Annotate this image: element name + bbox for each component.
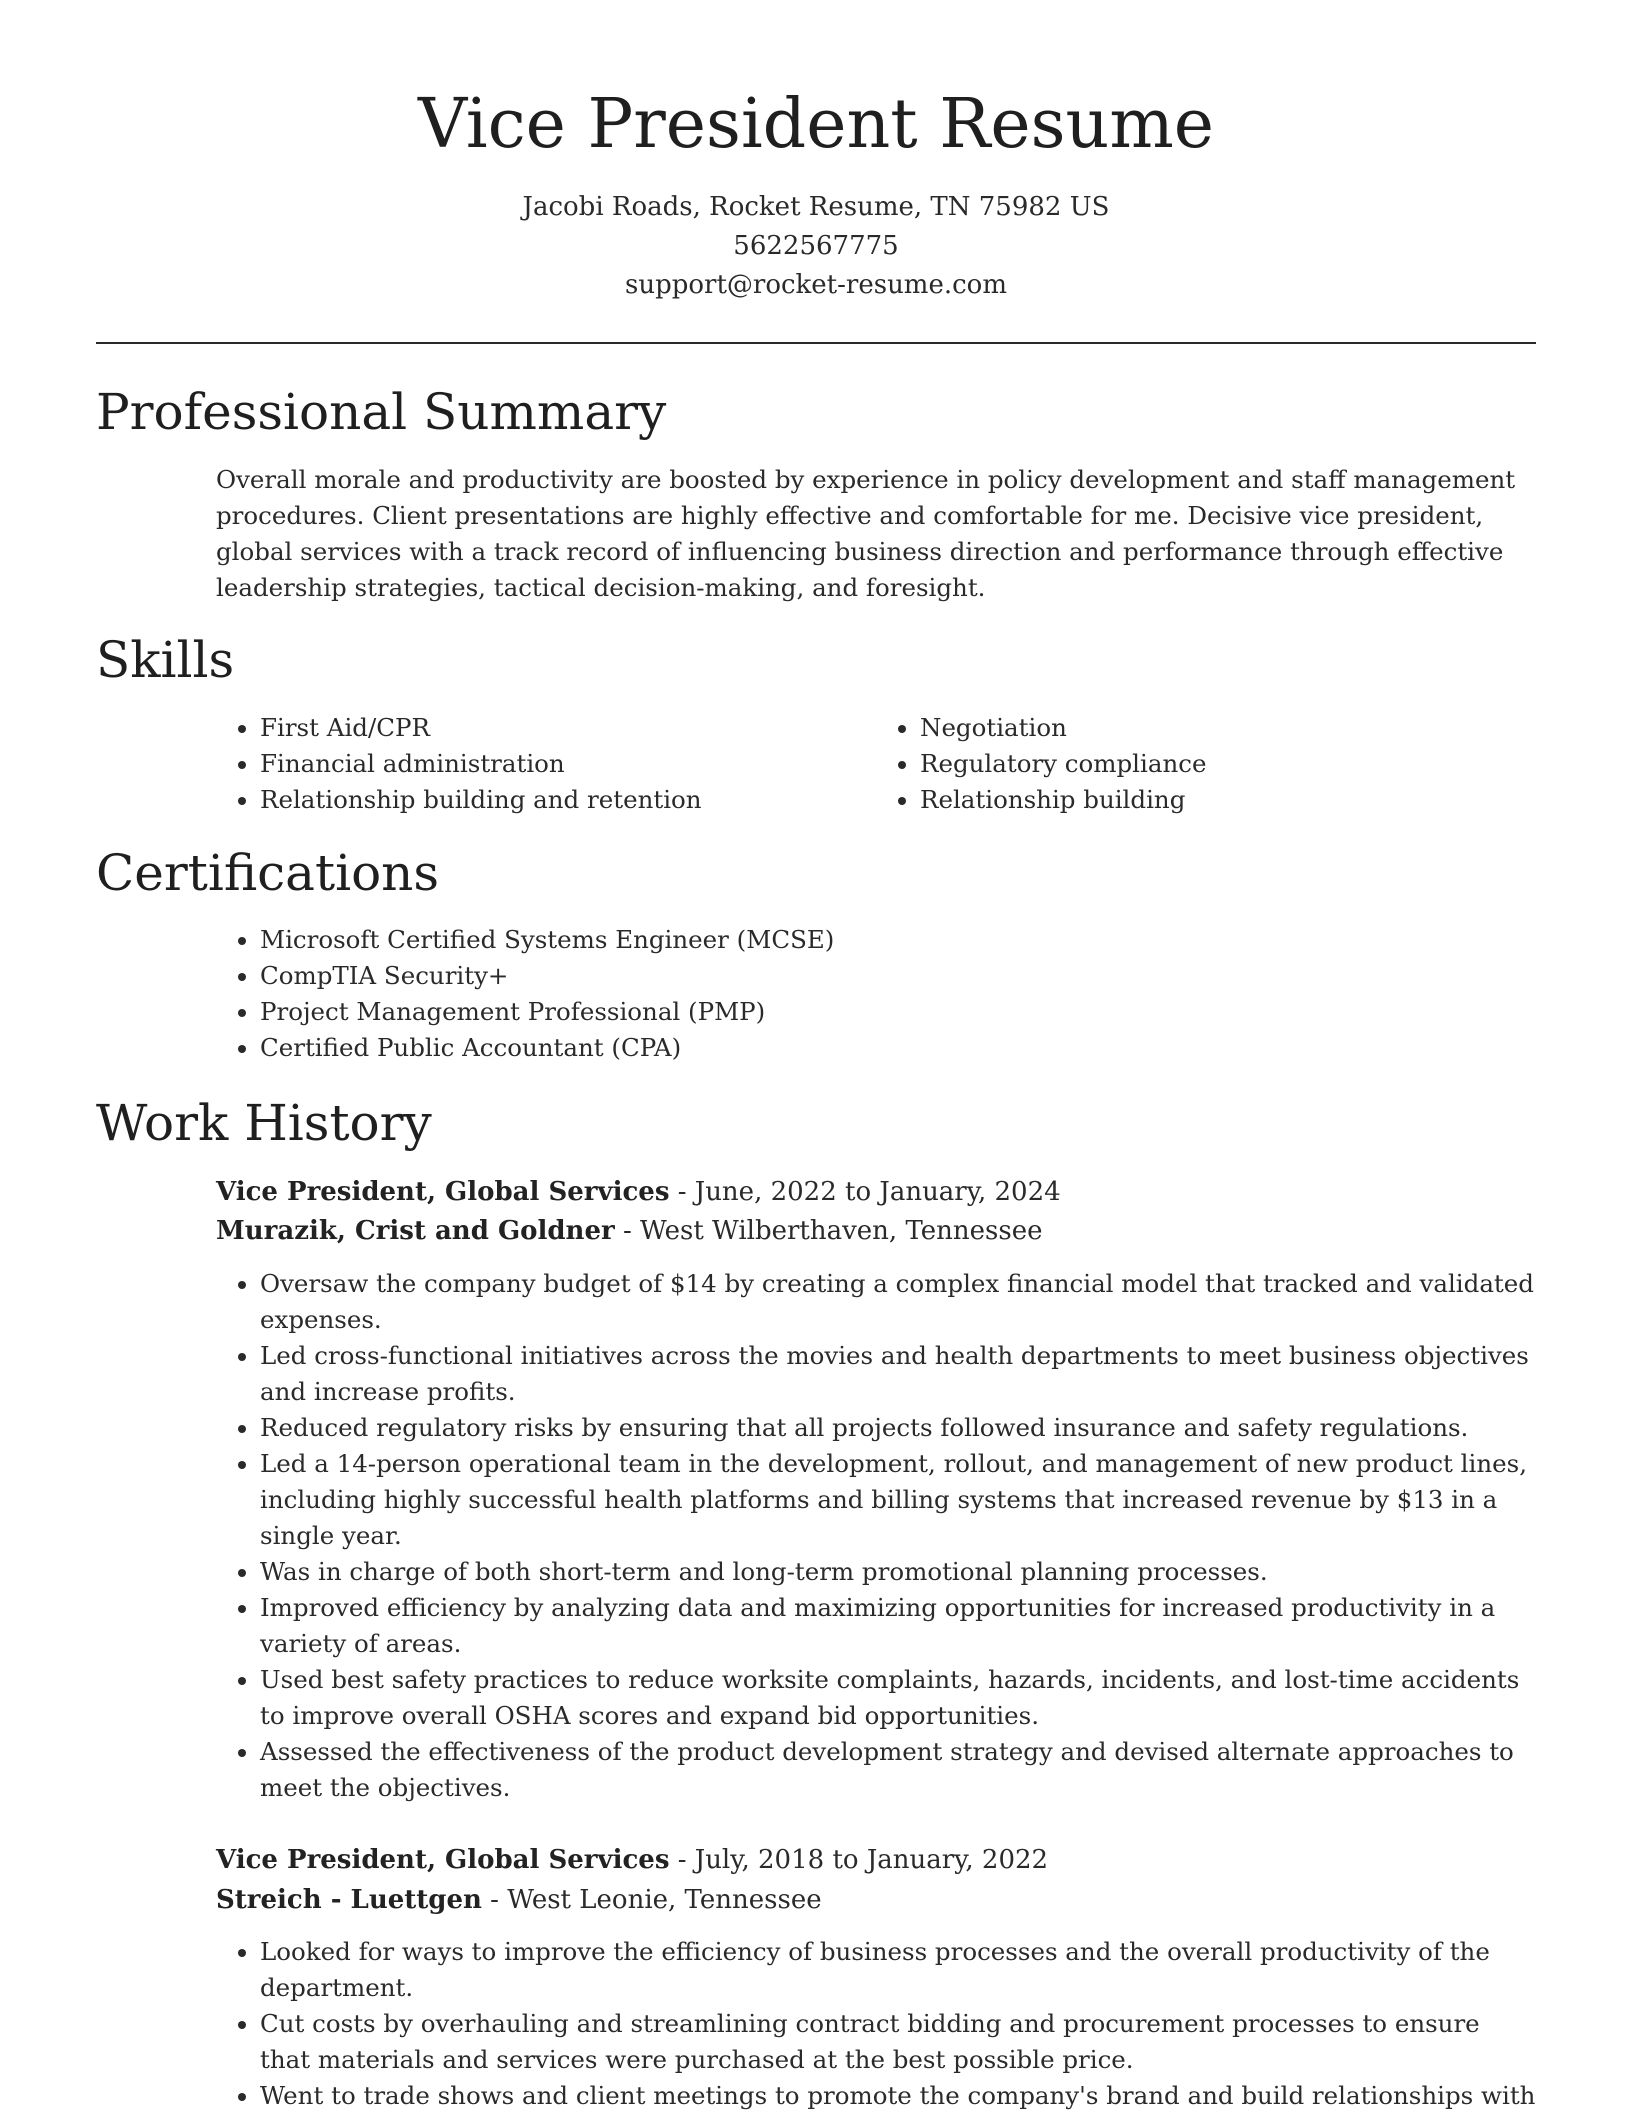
job-bullets	[216, 1266, 1536, 1806]
job-dates: - June, 2022 to January, 2024	[669, 1177, 1061, 1207]
job-dates: - July, 2018 to January, 2022	[669, 1845, 1049, 1875]
job-bullets	[216, 1934, 1536, 2114]
list-item: • Negotiation	[920, 710, 1536, 746]
contact-address: Jacobi Roads, Rocket Resume, TN 75982 US	[522, 192, 1110, 222]
list-item: • Went to trade shows and client meetings to promote the company's brand and build relationships with	[260, 2078, 1536, 2114]
list-item: • Cut costs by overhauling and streamlining contract bidding and procurement processes to ensure that materials and services were purchased at the best possible price.	[260, 2006, 1536, 2078]
header-divider	[96, 342, 1536, 344]
list-item: • Was in charge of both short-term and long-term promotional planning processes.	[260, 1554, 1536, 1590]
job-title: Vice President, Global Services	[216, 1845, 670, 1875]
list-item: • Improved efficiency by analyzing data and maximizing opportunities for increased productivity in a variety of areas.	[260, 1590, 1536, 1662]
section-title-certifications: Certifications	[96, 844, 440, 902]
job-company-line	[216, 1880, 822, 1920]
list-item: • Oversaw the company budget of $14 by creating a complex financial model that tracked and validated expenses.	[260, 1266, 1536, 1338]
list-item: • Relationship building	[920, 782, 1536, 818]
job-title: Vice President, Global Services	[216, 1177, 670, 1207]
list-item: • Project Management Professional (PMP)	[260, 994, 1516, 1030]
section-title-work-history: Work History	[96, 1094, 432, 1152]
job-title-line	[216, 1840, 1048, 1880]
job-location: - West Wilberthaven, Tennessee	[614, 1216, 1043, 1246]
job-company: Streich - Luettgen	[216, 1885, 482, 1915]
list-item: • Regulatory compliance	[920, 746, 1536, 782]
list-item: • Reduced regulatory risks by ensuring that all projects followed insurance and safety regulations.	[260, 1410, 1536, 1446]
job-company: Murazik, Crist and Goldner	[216, 1216, 615, 1246]
contact-phone: 5622567775	[733, 231, 899, 261]
skills-list	[216, 710, 1536, 818]
list-item: • Financial administration	[260, 746, 876, 782]
skills-column-right	[876, 710, 1536, 818]
list-item: • Microsoft Certified Systems Engineer (MCSE)	[260, 922, 1516, 958]
list-item: • CompTIA Security+	[260, 958, 1516, 994]
list-item: • Certified Public Accountant (CPA)	[260, 1030, 1516, 1066]
summary-text: Overall morale and productivity are boosted by experience in policy development and staff management procedures. Client presentations are highly effective and comfortable for me. Decisive vice president, global services with a track record of influencing business direction and performance through effective leadership strategies, tactical decision-making, and foresight.	[216, 465, 1516, 602]
list-item: • First Aid/CPR	[260, 710, 876, 746]
resume-header	[0, 0, 1632, 305]
list-item: • Led cross-functional initiatives across the movies and health departments to meet business objectives and increase profits.	[260, 1338, 1536, 1410]
certifications-list	[216, 922, 1516, 1066]
contact-email: support@rocket-resume.com	[624, 270, 1007, 300]
list-item: • Assessed the effectiveness of the product development strategy and devised alternate approaches to meet the objectives.	[260, 1734, 1536, 1806]
skills-column-left	[216, 710, 876, 818]
section-title-summary: Professional Summary	[96, 383, 667, 441]
contact-info	[0, 188, 1632, 305]
section-title-skills: Skills	[96, 631, 235, 689]
job-company-line	[216, 1211, 1043, 1251]
list-item: • Looked for ways to improve the efficiency of business processes and the overall productivity of the department.	[260, 1934, 1536, 2006]
job-location: - West Leonie, Tennessee	[481, 1885, 822, 1915]
page-title: Vice President Resume	[417, 85, 1215, 164]
list-item: • Led a 14-person operational team in the development, rollout, and management of new product lines, including highly successful health platforms and billing systems that increased revenue by $13 in a single year.	[260, 1446, 1536, 1554]
list-item: • Relationship building and retention	[260, 782, 876, 818]
list-item: • Used best safety practices to reduce worksite complaints, hazards, incidents, and lost-time accidents to improve overall OSHA scores and expand bid opportunities.	[260, 1662, 1536, 1734]
job-title-line	[216, 1172, 1061, 1212]
